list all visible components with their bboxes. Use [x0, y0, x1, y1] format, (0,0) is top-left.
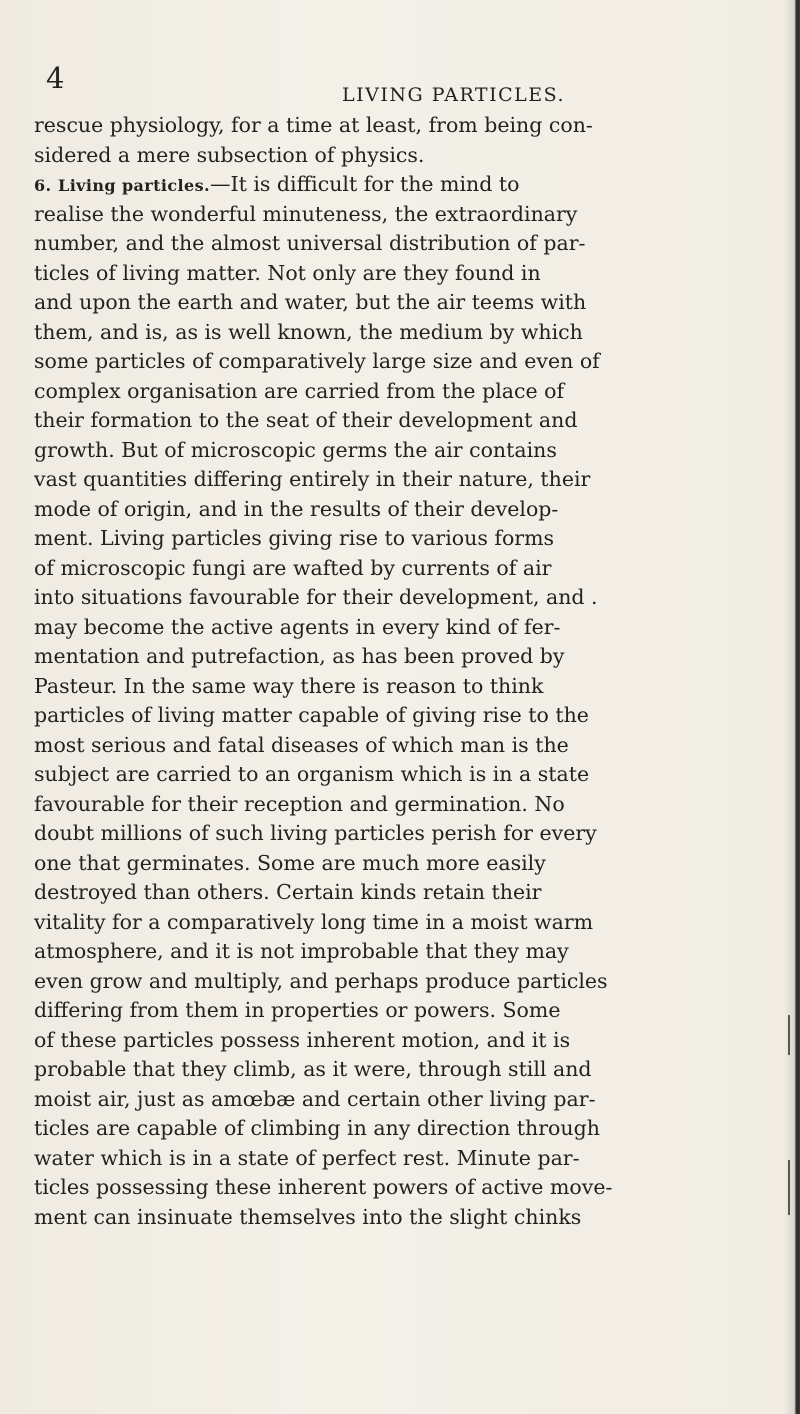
text-line: ment can insinuate themselves into the slight chinks — [34, 1204, 582, 1229]
edge-mark — [788, 1015, 790, 1055]
text-line: differing from them in properties or powers. Some — [34, 998, 561, 1022]
text-line: Pasteur. In the same way there is reason to think — [34, 673, 544, 698]
text-line: complex organisation are carried from the place of — [34, 378, 565, 403]
text-line: may become the active agents in every kind of fer- — [34, 614, 561, 639]
edge-mark — [788, 1160, 790, 1215]
text-line: ticles possessing these inherent powers of active move- — [34, 1175, 613, 1199]
text-line: mode of origin, and in the results of their develop- — [34, 496, 559, 521]
text-line: mentation and putrefaction, as has been proved by — [34, 644, 565, 668]
text-line: of these particles possess inherent motion, and it is — [34, 1027, 571, 1052]
text-line: most serious and fatal diseases of which man is the — [34, 732, 569, 757]
text-line: and upon the earth and water, but the air teems with — [34, 290, 587, 314]
text-line: vitality for a comparatively long time in a moist warm — [34, 909, 594, 934]
text-line: into situations favourable for their development, and . — [34, 585, 598, 609]
text-line: one that germinates. Some are much more easily — [34, 850, 546, 875]
text-line: sidered a mere subsection of physics. — [34, 142, 425, 167]
text-line: realise the wonderful minuteness, the extraordinary — [34, 201, 578, 226]
text-line: moist air, just as amœbæ and certain other living par- — [34, 1086, 596, 1111]
text-line: ticles of living matter. Not only are they found in — [34, 260, 541, 285]
text-line: atmosphere, and it is not improbable that they may — [34, 939, 569, 963]
text-line: probable that they climb, as it were, through still and — [34, 1057, 592, 1081]
text-line: growth. But of microscopic germs the air contains — [34, 437, 557, 462]
text-line: subject are carried to an organism which is in a state — [34, 762, 590, 786]
text-line: of microscopic fungi are wafted by currents of air — [34, 555, 552, 580]
text-line: —It is difficult for the mind to — [209, 172, 520, 196]
section-heading: Living particles. — [58, 176, 210, 195]
text-line: doubt millions of such living particles perish for every — [34, 821, 597, 845]
text-line: water which is in a state of perfect rest. Minute par- — [34, 1145, 580, 1170]
text-line: some particles of comparatively large size and even of — [34, 349, 600, 373]
section-number: 6. — [34, 176, 52, 195]
text-line: them, and is, as is well known, the medium by which — [34, 319, 583, 344]
text-line: particles of living matter capable of giving rise to the — [34, 703, 589, 727]
section-heading-line — [34, 170, 794, 200]
page-edge — [794, 0, 800, 1414]
text-line: number, and the almost universal distribution of par- — [34, 231, 586, 255]
text-line: rescue physiology, for a time at least, from being con- — [34, 113, 593, 137]
running-head: LIVING PARTICLES. — [342, 84, 566, 106]
text-line: their formation to the seat of their development and — [34, 408, 578, 432]
text-line: ticles are capable of climbing in any direction through — [34, 1116, 600, 1140]
text-line: destroyed than others. Certain kinds retain their — [34, 880, 542, 904]
text-line: vast quantities differing entirely in their nature, their — [34, 467, 591, 491]
text-line: ment. Living particles giving rise to various forms — [34, 526, 555, 550]
text-line: favourable for their reception and germination. No — [34, 791, 565, 816]
page-number: 4 — [46, 61, 65, 95]
body-text — [34, 111, 794, 1232]
text-line: even grow and multiply, and perhaps produce particles — [34, 968, 608, 993]
